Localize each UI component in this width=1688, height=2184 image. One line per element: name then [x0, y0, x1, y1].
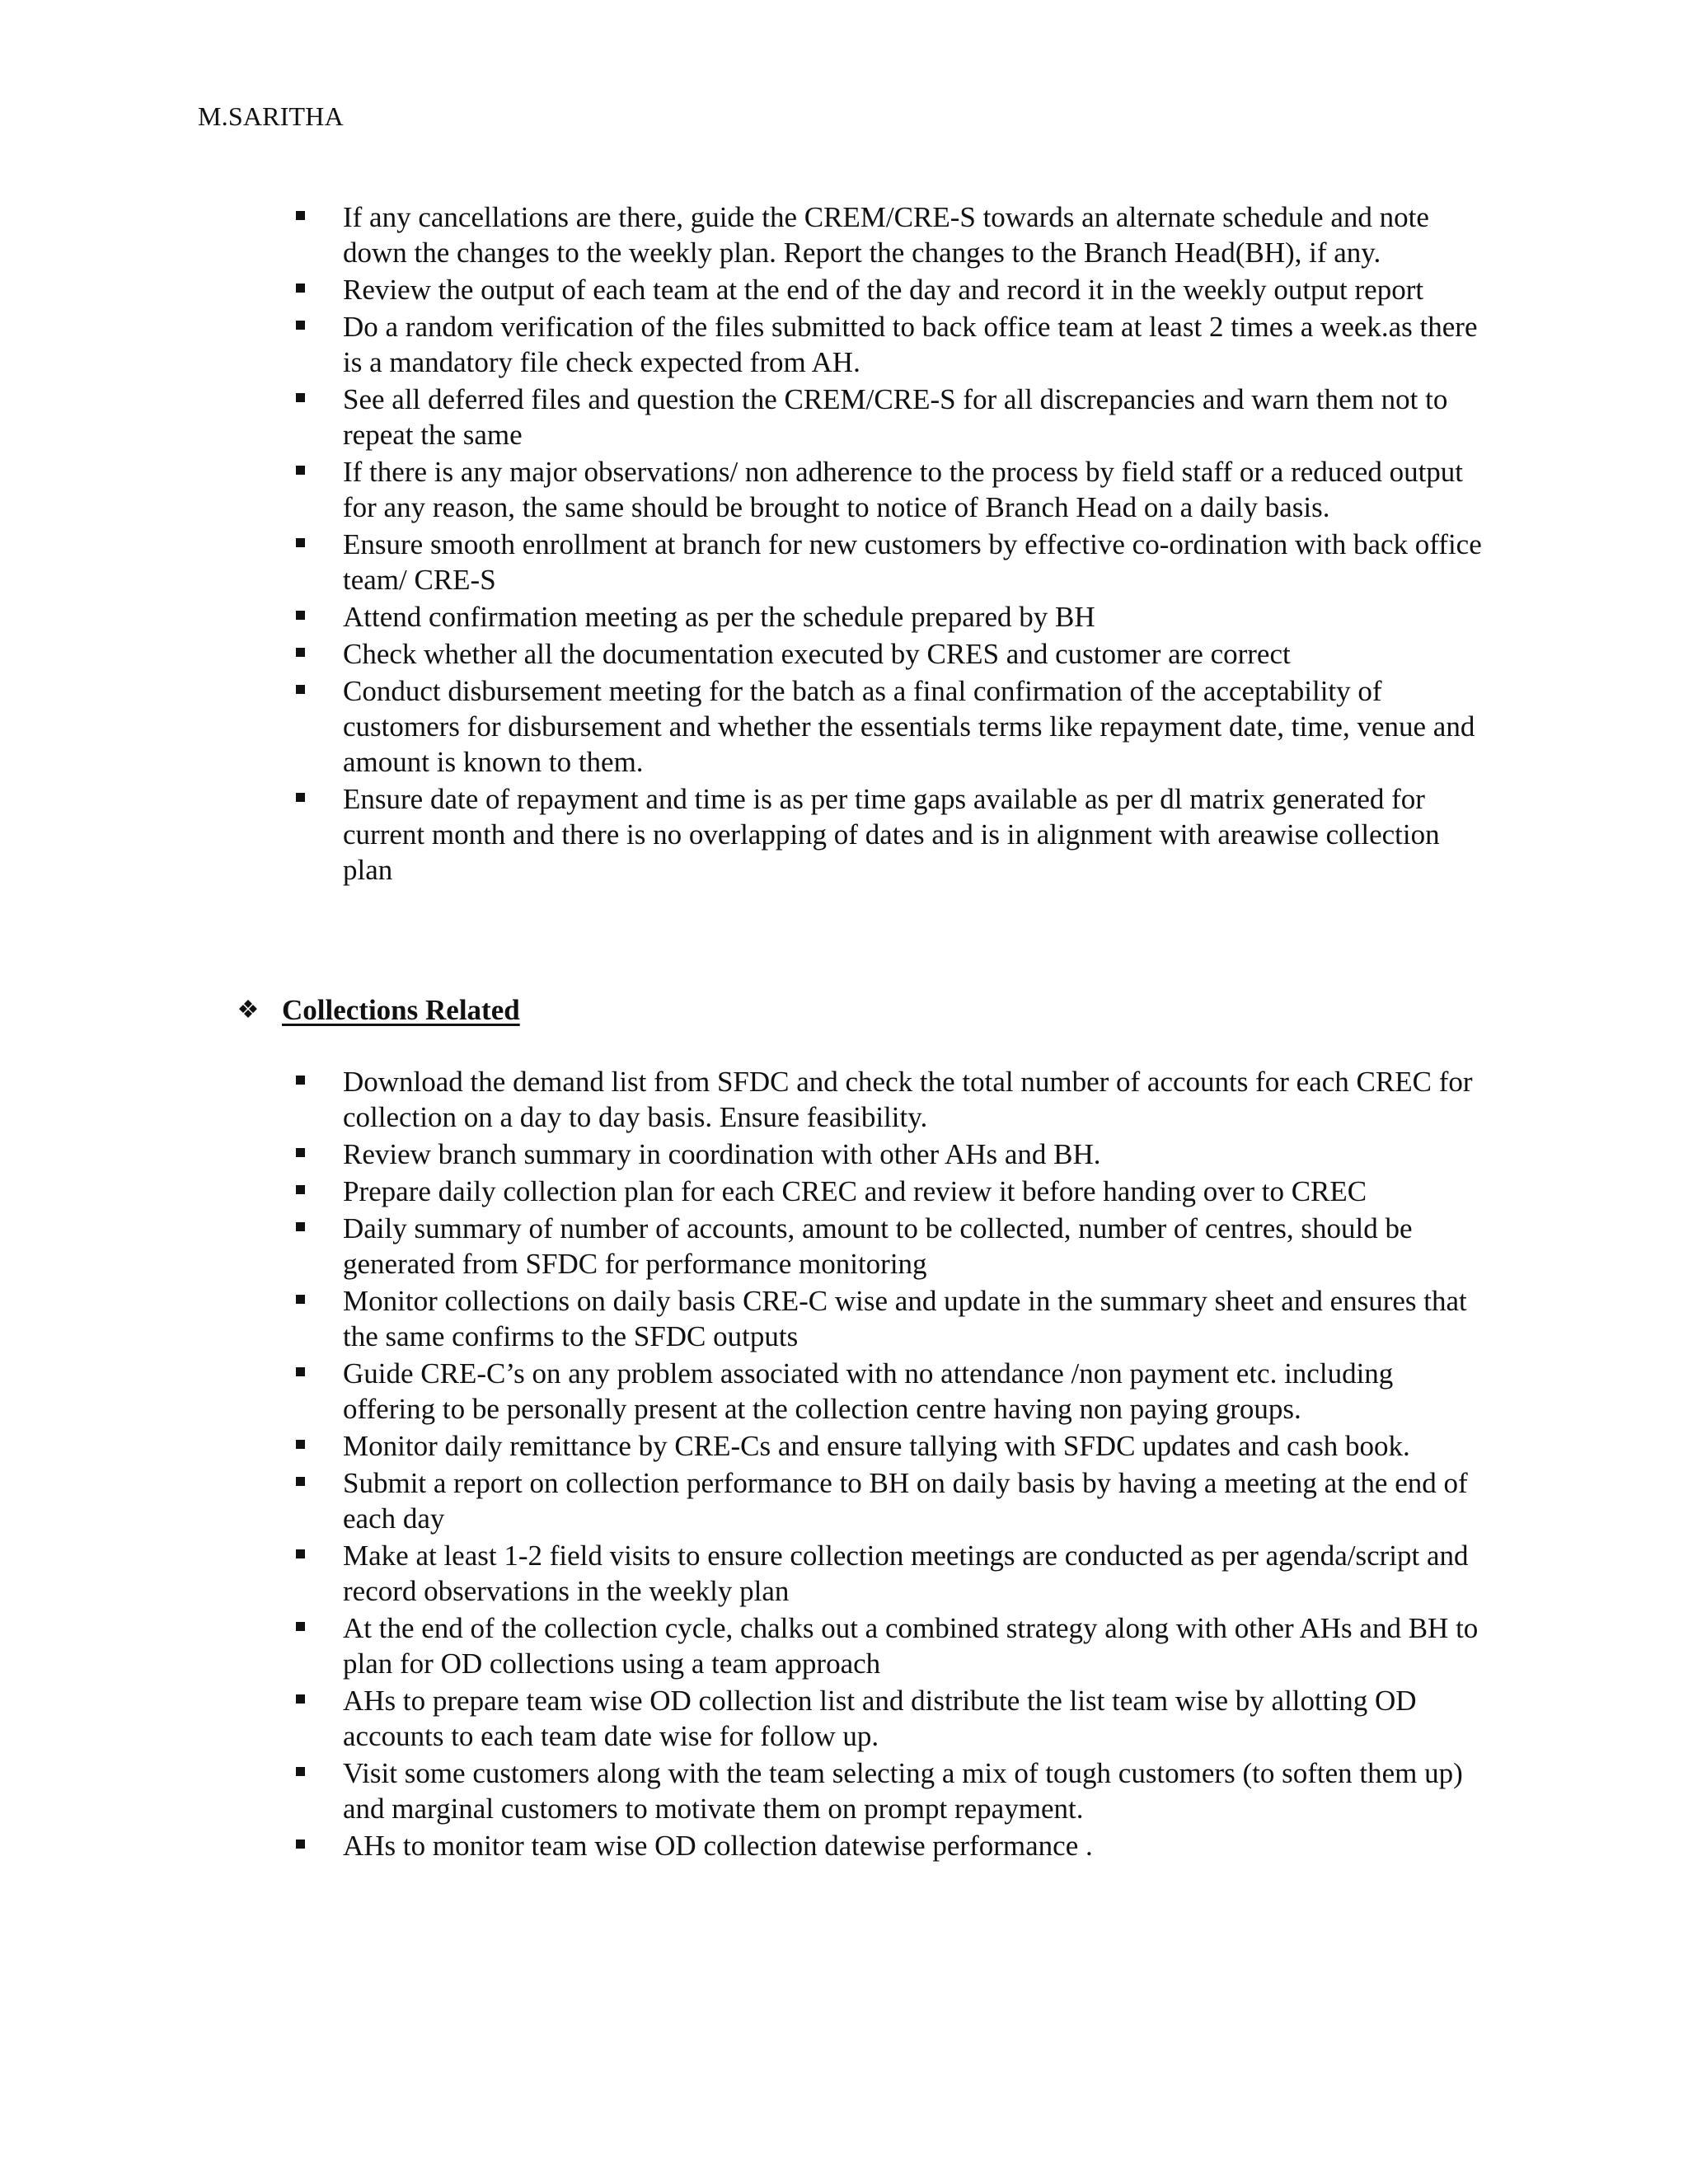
- section-heading-collections: [236, 992, 520, 1029]
- list-item: [0, 1211, 1688, 1282]
- square-bullet-icon: [296, 648, 305, 657]
- square-bullet-icon: [296, 1477, 305, 1486]
- list-item-text: If there is any major observations/ non adherence to the process by field staff or a reduced output for any reason, the same should be brought to notice of Branch Head on a daily basis.: [343, 456, 1464, 523]
- list-item-text: Review branch summary in coordination with other AHs and BH.: [343, 1138, 1101, 1170]
- list-item-text: Ensure date of repayment and time is as per time gaps available as per dl matrix generated for current month and there is no overlapping of dates and is in alignment with areawise collection plan: [343, 783, 1440, 886]
- list-item-text: If any cancellations are there, guide the CREM/CRE-S towards an alternate schedule and note down the changes to the weekly plan. Report the changes to the Branch Head(BH), if any.: [343, 201, 1429, 269]
- list-item-text: Conduct disbursement meeting for the batch as a final confirmation of the acceptability of customers for disbursement and whether the essentials terms like repayment date, time, venue and amount is known to them.: [343, 675, 1475, 778]
- list-item: [0, 1465, 1688, 1536]
- list-item: [0, 636, 1688, 672]
- square-bullet-icon: [296, 321, 305, 330]
- four-diamond-bullet-icon: ❖: [237, 996, 260, 1024]
- list-item: [0, 599, 1688, 635]
- list-item-text: Submit a report on collection performance to BH on daily basis by having a meeting at the end of each day: [343, 1467, 1468, 1535]
- list-item: [0, 382, 1688, 452]
- square-bullet-icon: [296, 1076, 305, 1085]
- list-item: [0, 1064, 1688, 1135]
- square-bullet-icon: [296, 793, 305, 802]
- section-heading-text: Collections Related: [282, 994, 520, 1026]
- responsibilities-list: [0, 199, 1688, 889]
- list-item: [0, 199, 1688, 270]
- square-bullet-icon: [296, 611, 305, 620]
- list-item: [0, 454, 1688, 525]
- list-item-text: At the end of the collection cycle, chalks out a combined strategy along with other AHs and BH to plan for OD collections using a team approach: [343, 1612, 1479, 1680]
- square-bullet-icon: [296, 1295, 305, 1304]
- list-item-text: Monitor daily remittance by CRE-Cs and ensure tallying with SFDC updates and cash book.: [343, 1430, 1410, 1462]
- list-item-text: Attend confirmation meeting as per the schedule prepared by BH: [343, 601, 1095, 633]
- list-item: [0, 1755, 1688, 1826]
- list-item: [0, 1428, 1688, 1464]
- square-bullet-icon: [296, 1222, 305, 1231]
- list-item-text: Do a random verification of the files submitted to back office team at least 2 times a week.as there is a mandatory file check expected from AH.: [343, 311, 1478, 378]
- list-item-text: Check whether all the documentation executed by CRES and customer are correct: [343, 638, 1291, 670]
- square-bullet-icon: [296, 466, 305, 475]
- square-bullet-icon: [296, 1767, 305, 1776]
- square-bullet-icon: [296, 1549, 305, 1558]
- list-item: [0, 1610, 1688, 1681]
- list-item: [0, 673, 1688, 780]
- list-item: [0, 781, 1688, 888]
- list-item: [0, 272, 1688, 307]
- square-bullet-icon: [296, 1440, 305, 1449]
- list-item-text: Daily summary of number of accounts, amount to be collected, number of centres, should be generated from SFDC for performance monitoring: [343, 1212, 1413, 1280]
- square-bullet-icon: [296, 1185, 305, 1194]
- list-item: [0, 527, 1688, 598]
- collections-list: [0, 1064, 1688, 1865]
- square-bullet-icon: [296, 393, 305, 402]
- square-bullet-icon: [296, 538, 305, 547]
- list-item-text: AHs to prepare team wise OD collection list and distribute the list team wise by allotting OD accounts to each team date wise for follow up.: [343, 1685, 1417, 1752]
- list-item-text: Visit some customers along with the team selecting a mix of tough customers (to soften them up) and marginal customers to motivate them on prompt repayment.: [343, 1757, 1463, 1825]
- list-item: [0, 1538, 1688, 1609]
- list-item: [0, 1283, 1688, 1354]
- list-item-text: AHs to monitor team wise OD collection datewise performance .: [343, 1830, 1093, 1862]
- square-bullet-icon: [296, 1694, 305, 1704]
- document-header-name: M.SARITHA: [198, 101, 344, 131]
- square-bullet-icon: [296, 284, 305, 293]
- list-item: [0, 1356, 1688, 1427]
- list-item: [0, 1683, 1688, 1754]
- list-item: [0, 1828, 1688, 1863]
- list-item-text: Review the output of each team at the end of the day and record it in the weekly output report: [343, 274, 1424, 306]
- list-item: [0, 1137, 1688, 1172]
- square-bullet-icon: [296, 1367, 305, 1376]
- list-item-text: Guide CRE-C’s on any problem associated with no attendance /non payment etc. including offering to be personally present at the collection centre having non paying groups.: [343, 1357, 1394, 1425]
- square-bullet-icon: [296, 211, 305, 220]
- list-item-text: Download the demand list from SFDC and check the total number of accounts for each CREC for collection on a day to day basis. Ensure feasibility.: [343, 1066, 1473, 1133]
- square-bullet-icon: [296, 685, 305, 694]
- list-item-text: Monitor collections on daily basis CRE-C wise and update in the summary sheet and ensures that the same confirms to the SFDC outputs: [343, 1285, 1467, 1352]
- list-item: [0, 1174, 1688, 1209]
- square-bullet-icon: [296, 1148, 305, 1157]
- list-item-text: Ensure smooth enrollment at branch for new customers by effective co-ordination with back office team/ CRE-S: [343, 528, 1482, 596]
- square-bullet-icon: [296, 1840, 305, 1849]
- list-item-text: Make at least 1-2 field visits to ensure collection meetings are conducted as per agenda/script and record observations in the weekly plan: [343, 1540, 1469, 1607]
- list-item-text: Prepare daily collection plan for each CREC and review it before handing over to CREC: [343, 1175, 1367, 1207]
- square-bullet-icon: [296, 1622, 305, 1631]
- list-item: [0, 309, 1688, 380]
- list-item-text: See all deferred files and question the CREM/CRE-S for all discrepancies and warn them not to repeat the same: [343, 383, 1448, 451]
